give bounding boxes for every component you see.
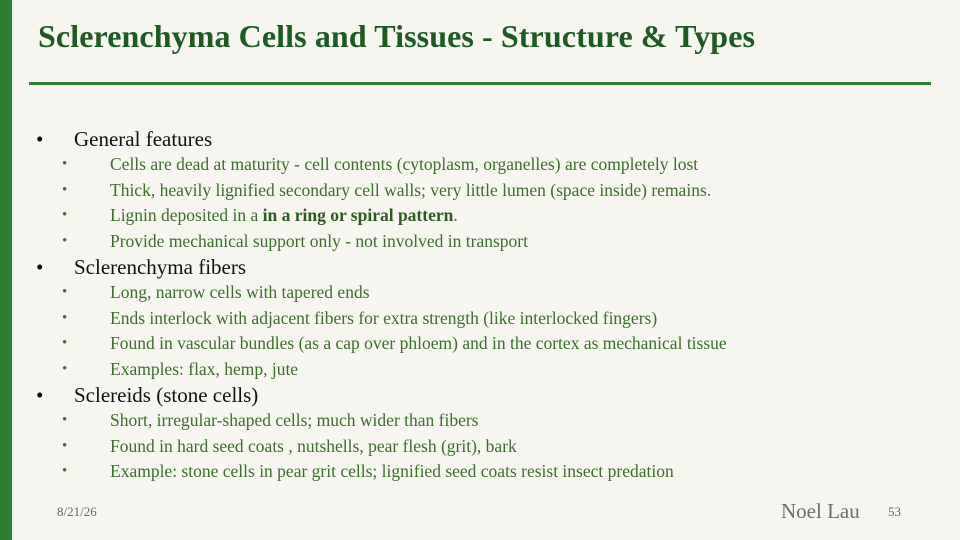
bullet-text bbox=[110, 203, 458, 229]
section-heading bbox=[0, 126, 960, 152]
section-heading-text: Sclerenchyma fibers bbox=[74, 255, 247, 279]
title-divider bbox=[29, 82, 931, 85]
section-heading-text: Sclereids (stone cells) bbox=[74, 383, 259, 407]
bullet-text: Ends interlock with adjacent fibers for extra strength (like interlocked fingers) bbox=[110, 307, 658, 328]
bullet-icon: • bbox=[36, 127, 44, 151]
bullet-text-bold: in a ring or spiral pattern bbox=[262, 205, 454, 225]
bullet-icon: • bbox=[62, 335, 68, 351]
bullet-item bbox=[0, 459, 960, 485]
footer-author: Noel Lau bbox=[781, 499, 860, 523]
bullet-text-plain: . bbox=[453, 205, 458, 225]
bullet-item bbox=[0, 203, 960, 229]
section-heading-text: General features bbox=[74, 127, 213, 151]
slide-content bbox=[0, 126, 960, 485]
bullet-item bbox=[0, 434, 960, 460]
bullet-icon: • bbox=[62, 181, 68, 198]
bullet-item bbox=[0, 178, 960, 204]
bullet-icon: • bbox=[62, 156, 68, 172]
bullet-text: Provide mechanical support only - not involved in transport bbox=[110, 230, 528, 251]
bullet-text: Examples: flax, hemp, jute bbox=[110, 358, 299, 379]
bullet-item bbox=[0, 152, 960, 178]
bullet-text: Cells are dead at maturity - cell contents (cytoplasm, organelles) are completely lost bbox=[110, 154, 699, 174]
bullet-icon: • bbox=[62, 412, 68, 428]
bullet-item bbox=[0, 331, 960, 357]
bullet-text: Thick, heavily lignified secondary cell walls; very little lumen (space inside) remains. bbox=[110, 179, 712, 200]
bullet-text: Short, irregular-shaped cells; much wider than fibers bbox=[110, 410, 479, 430]
bullet-icon: • bbox=[62, 463, 68, 479]
bullet-icon: • bbox=[62, 360, 68, 377]
bullet-item bbox=[0, 306, 960, 332]
bullet-icon: • bbox=[62, 309, 68, 326]
bullet-icon: • bbox=[62, 232, 68, 249]
section-heading bbox=[0, 254, 960, 280]
bullet-item bbox=[0, 357, 960, 383]
slide-title: Sclerenchyma Cells and Tissues - Structure & Types bbox=[38, 18, 756, 54]
bullet-text: Example: stone cells in pear grit cells; lignified seed coats resist insect predation bbox=[110, 461, 674, 481]
section-heading bbox=[0, 382, 960, 408]
bullet-icon: • bbox=[36, 383, 44, 407]
bullet-icon: • bbox=[62, 207, 68, 223]
bullet-text: Found in vascular bundles (as a cap over phloem) and in the cortex as mechanical tissue bbox=[110, 333, 727, 353]
bullet-icon: • bbox=[62, 284, 68, 300]
bullet-text: Found in hard seed coats , nutshells, pear flesh (grit), bark bbox=[110, 435, 517, 456]
bullet-icon: • bbox=[62, 437, 68, 454]
bullet-icon: • bbox=[36, 255, 44, 279]
footer-date: 8/21/26 bbox=[57, 504, 97, 519]
bullet-text-plain: Lignin deposited in a bbox=[110, 205, 263, 225]
bullet-item bbox=[0, 229, 960, 255]
bullet-item bbox=[0, 408, 960, 434]
bullet-text: Long, narrow cells with tapered ends bbox=[110, 282, 370, 302]
bullet-item bbox=[0, 280, 960, 306]
page-number: 53 bbox=[888, 504, 901, 519]
